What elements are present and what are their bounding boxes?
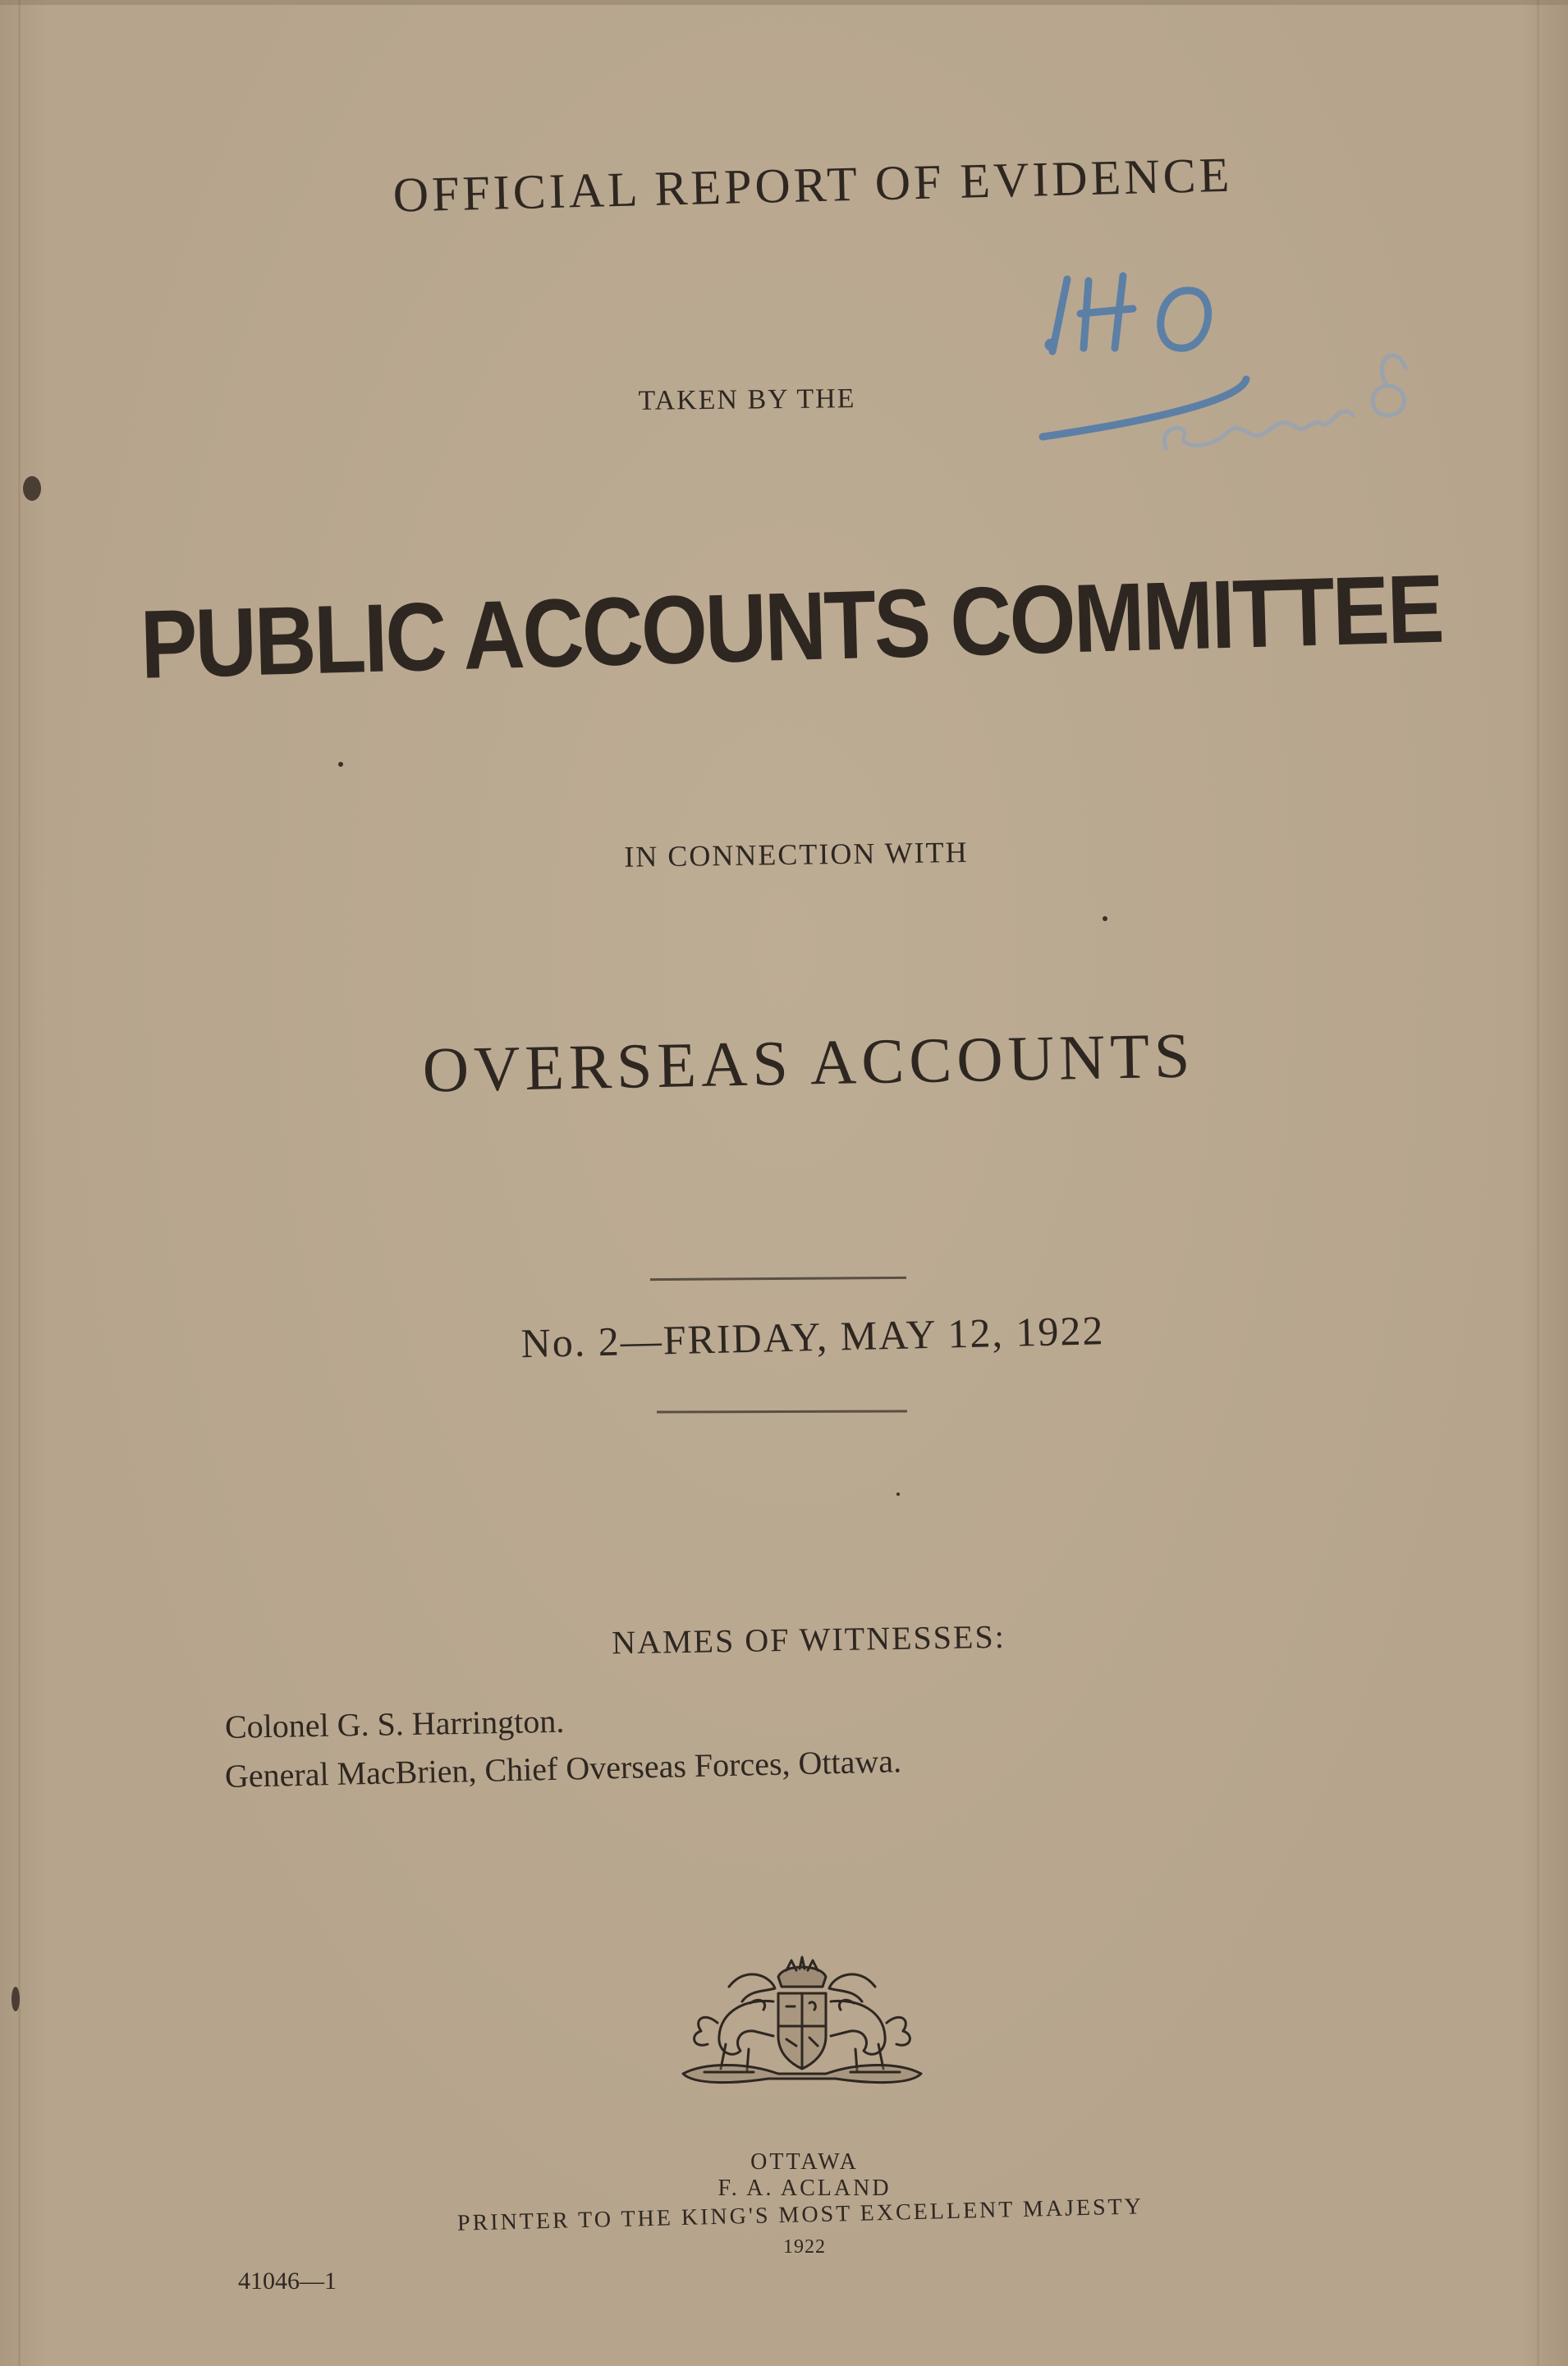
witness-item: General MacBrien, Chief Overseas Forces, Ottawa. (224, 1742, 902, 1795)
imprint-number: 41046—1 (238, 2267, 337, 2295)
printer-name: F. A. ACLAND (718, 2176, 892, 2201)
page-top-edge (0, 0, 1568, 5)
issue-date: No. 2—FRIDAY, MAY 12, 1922 (520, 1307, 1106, 1367)
page-crease-left (18, 0, 21, 2366)
publication-year: 1922 (783, 2236, 826, 2258)
committee-name: PUBLIC ACCOUNTS COMMITTEE (139, 554, 1444, 699)
royal-coat-of-arms-icon (672, 1954, 933, 2087)
subject-title: OVERSEAS ACCOUNTS (421, 1019, 1196, 1106)
printer-title: PRINTER TO THE KING'S MOST EXCELLENT MAJESTY (456, 2194, 1144, 2236)
page-crease-right (1537, 0, 1539, 2366)
publisher-city: OTTAWA (750, 2149, 859, 2175)
witness-item: Colonel G. S. Harrington. (224, 1702, 565, 1745)
handwritten-annotation (1034, 263, 1461, 484)
connection-line: IN CONNECTION WITH (624, 835, 969, 873)
taken-by-line: TAKEN BY THE (638, 383, 856, 416)
binding-hole-bottom (11, 1987, 20, 2011)
witnesses-heading: NAMES OF WITNESSES: (611, 1617, 1006, 1662)
report-title: OFFICIAL REPORT OF EVIDENCE (392, 147, 1234, 222)
binding-hole-top (23, 476, 41, 501)
paper-speck (896, 1493, 900, 1496)
paper-speck (1103, 916, 1107, 921)
paper-speck (338, 762, 343, 767)
